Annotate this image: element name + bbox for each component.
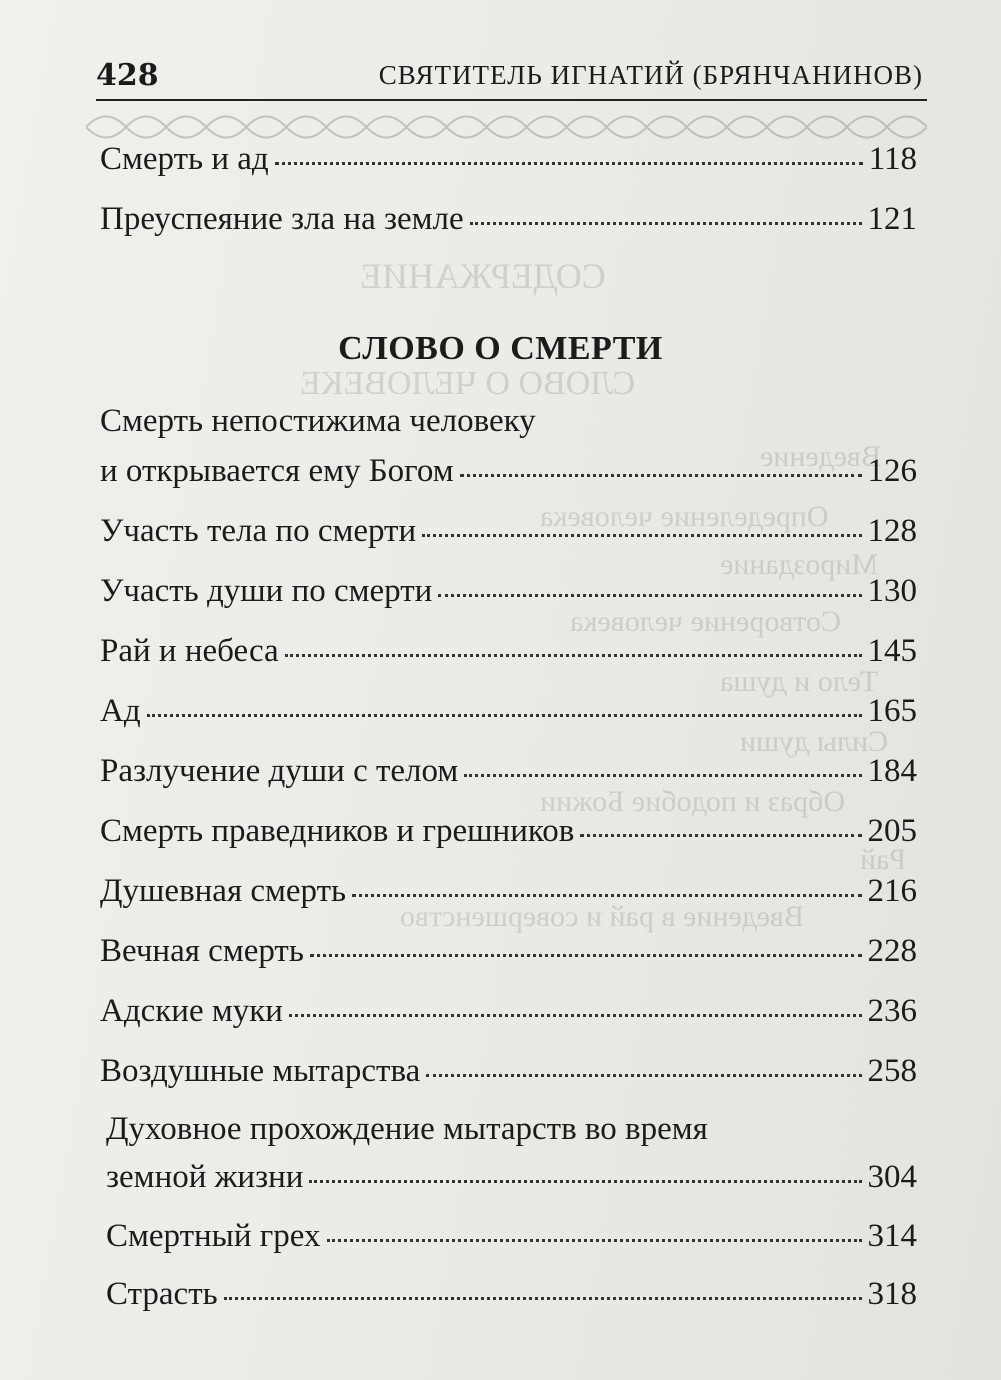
toc-entry [106,1278,917,1311]
toc-entry-title: и открывается ему Богом [100,453,454,489]
toc-entry [100,143,917,176]
dot-leader [309,1180,861,1183]
toc-entry-title: Преуспеяние зла на земле [100,201,464,237]
toc-entry-title: Смерть праведников и грешников [100,813,575,849]
toc-entry-title: Воздушные мытарства [100,1053,421,1089]
toc-entry-title: Страсть [106,1276,218,1312]
dot-leader [224,1297,862,1300]
dot-leader [426,1074,861,1077]
show-through-text: СЛОВО О ЧЕЛОВЕКЕ [300,365,636,402]
toc-entry-page: 216 [867,873,917,909]
show-through-text: Образ и подобие Божии [540,785,846,818]
toc-entry-page: 318 [867,1276,917,1312]
dot-leader [327,1239,862,1242]
toc-entry-title: Вечная смерть [100,933,304,969]
toc-entry [100,935,917,968]
dot-leader [460,474,862,477]
toc-entry-page: 130 [867,573,917,609]
dot-leader [464,774,861,777]
toc-entry-title: Участь души по смерти [100,573,433,609]
dot-leader [147,714,862,717]
toc-entry-title: Участь тела по смерти [100,513,417,549]
dot-leader [275,162,863,165]
toc-entry [100,635,917,668]
toc-entry [106,1220,917,1253]
toc-entry-title-line1: Духовное прохождение мытарств во время [106,1111,708,1147]
toc-entry [100,203,917,236]
show-through-text: Введение [760,440,881,473]
toc-entry-page: 118 [868,141,917,177]
show-through-text: Мироздание [720,548,879,581]
page-header [96,50,923,96]
header-rule [96,99,927,101]
section-heading: СЛОВО О СМЕРТИ [338,330,663,367]
dot-leader [352,894,861,897]
toc-entry-title-line1: Смерть непостижима человеку [100,403,536,439]
toc-entry-title: земной жизни [106,1159,304,1195]
show-through-text: Рай [860,843,907,876]
toc-entry [100,575,917,608]
show-through-text: Введение в рай и совершенство [400,900,804,933]
dot-leader [422,534,861,537]
toc-entry-title: Душевная смерть [100,873,347,909]
dot-leader [289,1014,862,1017]
dot-leader [310,954,862,957]
toc-entry-title: Смерть и ад [100,141,269,177]
toc-entry-title: Адские муки [100,993,283,1029]
show-through-text: Тело и душа [720,665,879,698]
dot-leader [438,594,861,597]
toc-entry-page: 258 [867,1053,917,1089]
toc-entry-title: Рай и небеса [100,633,279,669]
toc-entry-page: 121 [867,201,917,237]
show-through-text: Силы души [740,725,889,758]
toc-entry-title: Смертный грех [106,1218,321,1254]
running-title: СВЯТИТЕЛЬ ИГНАТИЙ (БРЯНЧАНИНОВ) [378,60,923,90]
toc-entry [100,455,917,488]
toc-entry [100,515,917,548]
toc-entry [100,755,917,788]
toc-entry [100,1055,917,1088]
toc-entry-page: 228 [867,933,917,969]
show-through-text: Сотворение человека [570,605,842,638]
toc-entry [100,815,917,848]
toc-entry-title: Ад [100,693,141,729]
toc-entry-page: 205 [867,813,917,849]
page-number: 428 [96,58,159,93]
toc-entry-page: 128 [867,513,917,549]
toc-entry [106,1161,917,1194]
toc-entry [100,875,917,908]
show-through-text: СОДЕРЖАНИЕ [360,256,606,296]
toc-entry [100,695,917,728]
toc-entry [100,995,917,1028]
toc-entry-page: 184 [867,753,917,789]
toc-entry-page: 145 [867,633,917,669]
toc-entry-title: Разлучение души с телом [100,753,459,789]
show-through-text: Определение человека [540,500,829,533]
dot-leader [285,654,862,657]
dot-leader [470,222,862,225]
toc-entry-page: 165 [867,693,917,729]
toc-entry-page: 314 [867,1218,917,1254]
toc-entry-page: 236 [867,993,917,1029]
dot-leader [580,834,861,837]
toc-entry-page: 304 [867,1159,917,1195]
toc-entry-page: 126 [867,453,917,489]
